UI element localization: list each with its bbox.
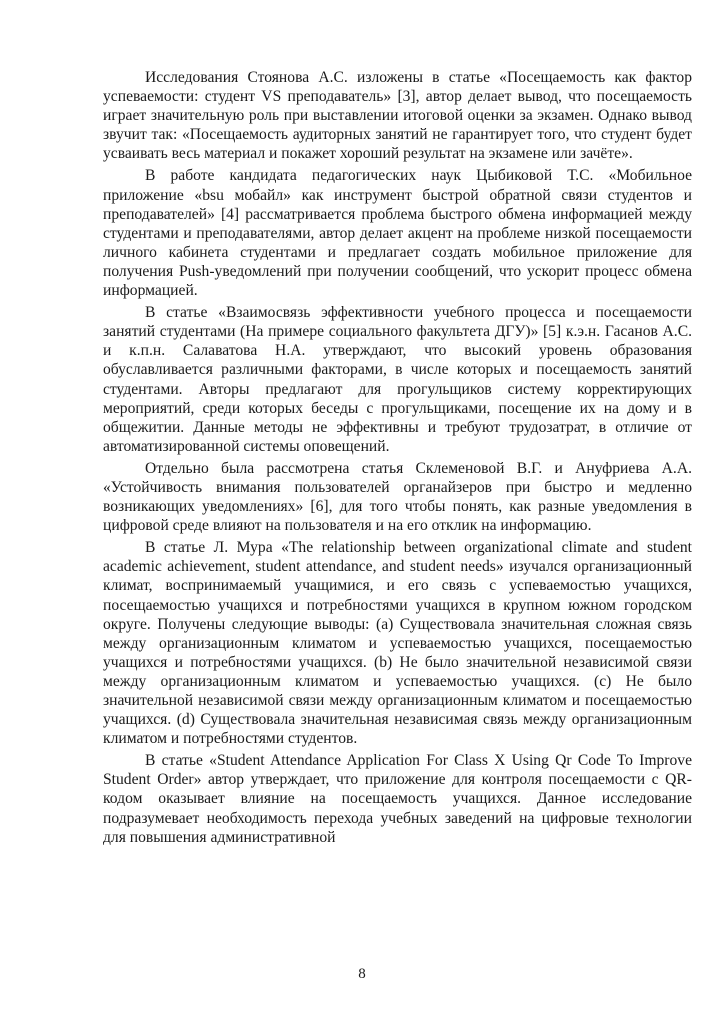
- paragraph-tsybikova: В работе кандидата педагогических наук Цыбиковой Т.С. «Мобильное приложение «bsu мобайл» как инструмент быстрой обратной связи студентов и преподавателей» [4] рассматривается проблема быстрого обмена информацией между студентами и преподавателями, автор делает акцент на проблеме низкой посещаемости личного кабинета студентами и предлагает создать мобильное приложение для получения Push-уведомлений при получении сообщений, что ускорит процесс обмена информацией.: [103, 167, 692, 300]
- paragraph-sklemenova: Отдельно была рассмотрена статья Склеменовой В.Г. и Ануфриева А.А. «Устойчивость внимания пользователей органайзеров при быстро и медленно возникающих уведомлениях» [6], для того чтобы понять, как разные уведомления в цифровой среде влияют на пользователя и на его отклик на информацию.: [103, 459, 692, 535]
- page-number: 8: [358, 966, 366, 982]
- paragraph-gasanov: В статье «Взаимосвязь эффективности учебного процесса и посещаемости занятий студентами (На примере социального факультета ДГУ)» [5] к.э.н. Гасанов А.С. и к.п.н. Салаватова Н.А. утверждают, что высокий уровень образования обуславливается различными факторами, в числе которых и посещаемость занятий студентами. Авторы предлагают для прогульщиков систему корректирующих мероприятий, среди которых беседы с прогульщиками, посещение их на дому и в общежитии. Данные методы не эффективны и требуют трудозатрат, в отличие от автоматизированной системы оповещений.: [103, 304, 692, 455]
- paragraph-stoyanov: Исследования Стоянова А.С. изложены в статье «Посещаемость как фактор успеваемости: студент VS преподаватель» [3], автор делает вывод, что посещаемость играет значительную роль при выставлении итоговой оценки за экзамен. Однако вывод звучит так: «Посещаемость аудиторных занятий не гарантирует того, что студент будет усваивать весь материал и покажет хороший результат на экзамене или зачёте».: [103, 69, 692, 163]
- paragraph-moore: В статье Л. Мура «The relationship between organizational climate and student academic achievement, student attendance, and student needs» изучался организационный климат, воспринимаемый учащимися, и его связь с успеваемостью учащихся, посещаемостью учащихся и потребностями учащихся в крупном южном городском округе. Получены следующие выводы: (a) Существовала значительная сложная связь между организационным климатом и успеваемостью учащихся, посещаемостью учащихся и потребностями учащихся. (b) Не было значительной независимой связи между организационным климатом и успеваемостью учащихся. (c) Не было значительной независимой связи между организационным климатом и посещаемостью учащихся. (d) Существовала значительная независимая связь между организационным климатом и потребностями студентов.: [103, 539, 692, 748]
- paragraph-qr-attendance: В статье «Student Attendance Application For Class X Using Qr Code To Improve Student Order» автор утверждает, что приложение для контроля посещаемости с QR-кодом оказывает влияние на посещаемость учащихся. Данное исследование подразумевает необходимость перехода учебных заведений на цифровые технологии для повышения административной: [103, 752, 692, 846]
- body-text: [103, 68, 692, 850]
